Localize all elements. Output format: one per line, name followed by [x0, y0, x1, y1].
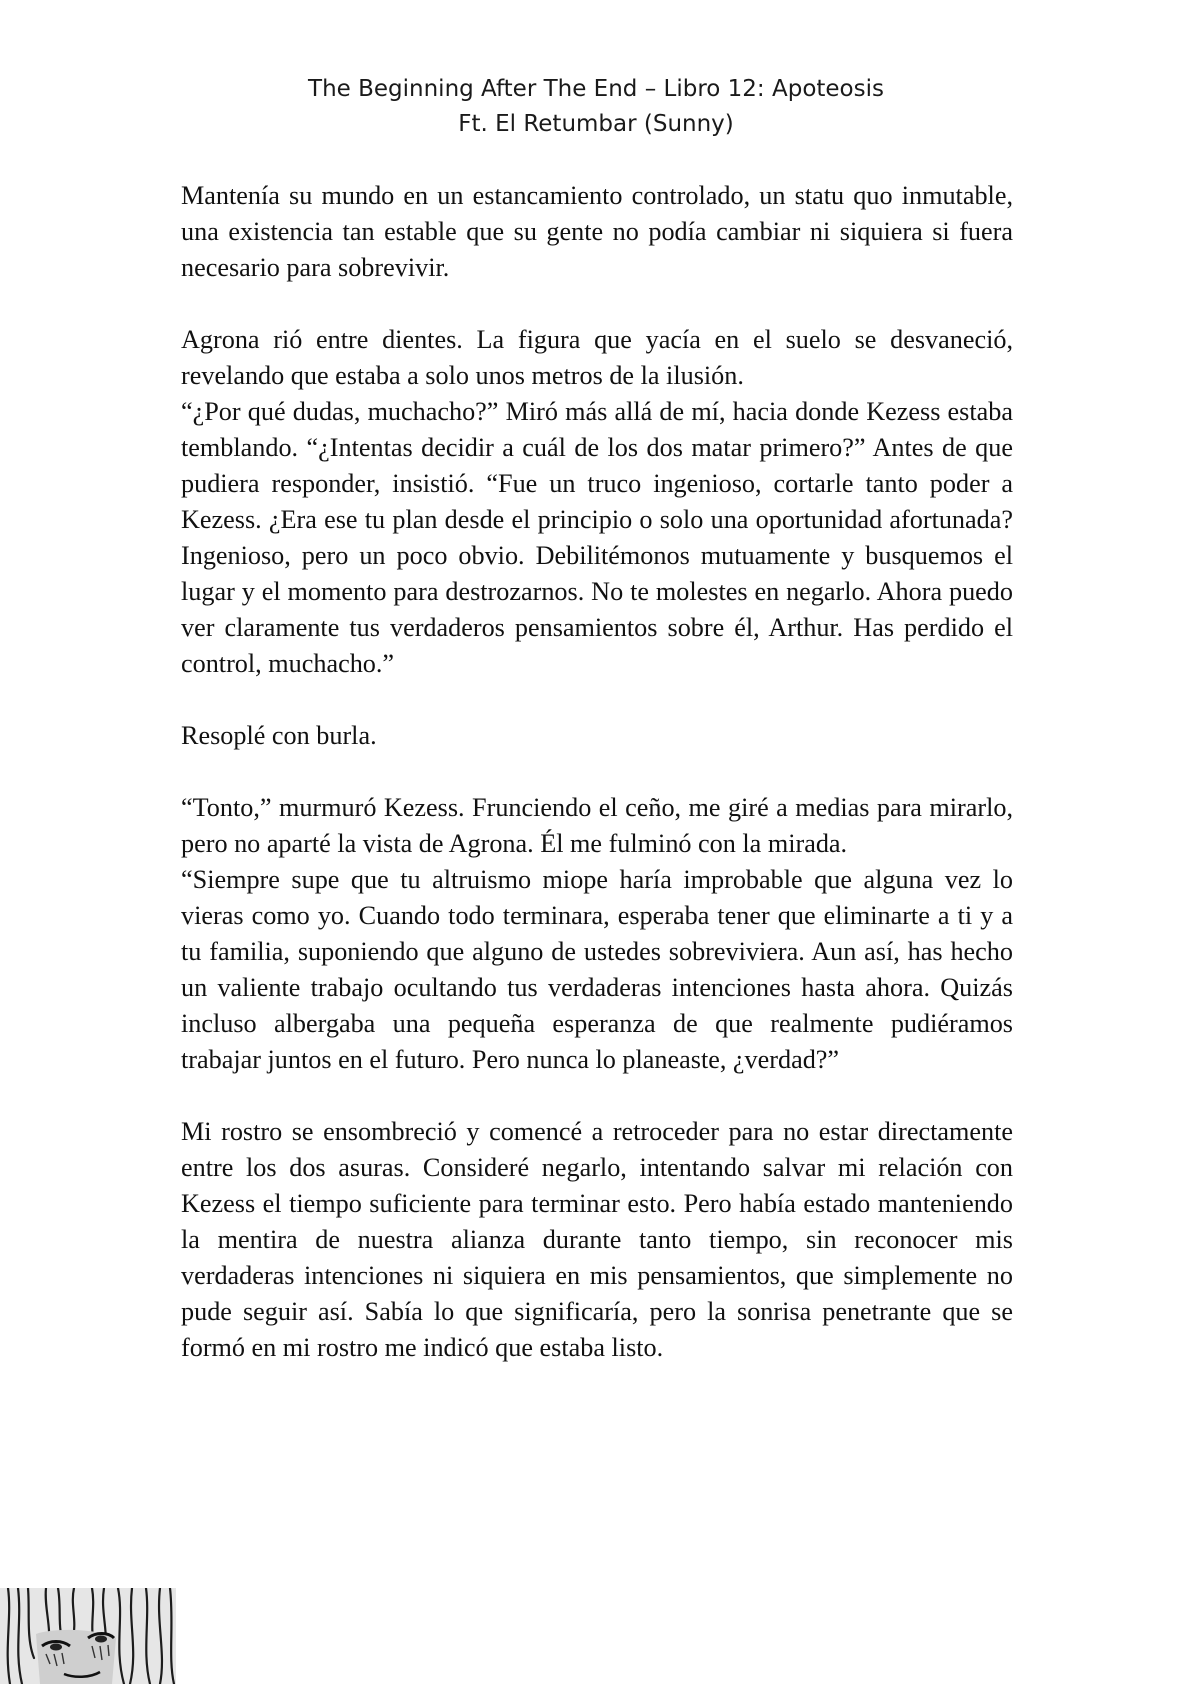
paragraph: Mi rostro se ensombreció y comencé a retroceder para no estar directamente entre los dos asuras. Consideré negarlo, intentando salvar mi relación con Kezess el tiempo suficiente para terminar esto. Pero había estado manteniendo la mentira de nuestra alianza durante tanto tiempo, sin reconocer mis verdaderas intenciones ni siquiera en mis pensamientos, que simplemente no pude seguir así. Sabía lo que significaría, pero la sonrisa penetrante que se formó en mi rostro me indicó que estaba listo.	[181, 1117, 1013, 1362]
header-title: The Beginning After The End – Libro 12: Apoteosis	[308, 76, 884, 102]
paragraph: “Tonto,” murmuró Kezess. Frunciendo el ceño, me giré a medias para mirarlo, pero no aparté la vista de Agrona. Él me fulminó con la mirada.	[181, 793, 1013, 858]
header-subtitle: Ft. El Retumbar (Sunny)	[458, 111, 734, 137]
page-header	[0, 72, 1192, 142]
paragraph: Agrona rió entre dientes. La figura que yacía en el suelo se desvaneció, revelando que estaba a solo unos metros de la ilusión.	[181, 325, 1013, 390]
paragraph: “¿Por qué dudas, muchacho?” Miró más allá de mí, hacia donde Kezess estaba temblando. “¿Intentas decidir a cuál de los dos matar primero?” Antes de que pudiera responder, insistió. “Fue un truco ingenioso, cortarle tanto poder a Kezess. ¿Era ese tu plan desde el principio o solo una oportunidad afortunada? Ingenioso, pero un poco obvio. Debilitémonos mutuamente y busquemos el lugar y el momento para destrozarnos. No te molestes en negarlo. Ahora puedo ver claramente tus verdaderos pensamientos sobre él, Arthur. Has perdido el control, muchacho.”	[181, 397, 1013, 678]
paragraph: Mantenía su mundo en un estancamiento controlado, un statu quo inmutable, una existencia tan estable que su gente no podía cambiar ni siquiera si fuera necesario para sobrevivir.	[181, 181, 1013, 282]
paragraph: Resoplé con burla.	[181, 721, 377, 750]
paragraph: “Siempre supe que tu altruismo miope haría improbable que alguna vez lo vieras como yo. Cuando todo terminara, esperaba tener que eliminarte a ti y a tu familia, suponiendo que alguno de ustedes sobreviviera. Aun así, has hecho un valiente trabajo ocultando tus verdaderas intenciones hasta ahora. Quizás incluso albergaba una pequeña esperanza de que realmente pudiéramos trabajar juntos en el futuro. Pero nunca lo planeaste, ¿verdad?”	[181, 865, 1013, 1074]
manga-character-face-icon	[0, 1588, 176, 1684]
body-text	[181, 178, 1013, 1366]
